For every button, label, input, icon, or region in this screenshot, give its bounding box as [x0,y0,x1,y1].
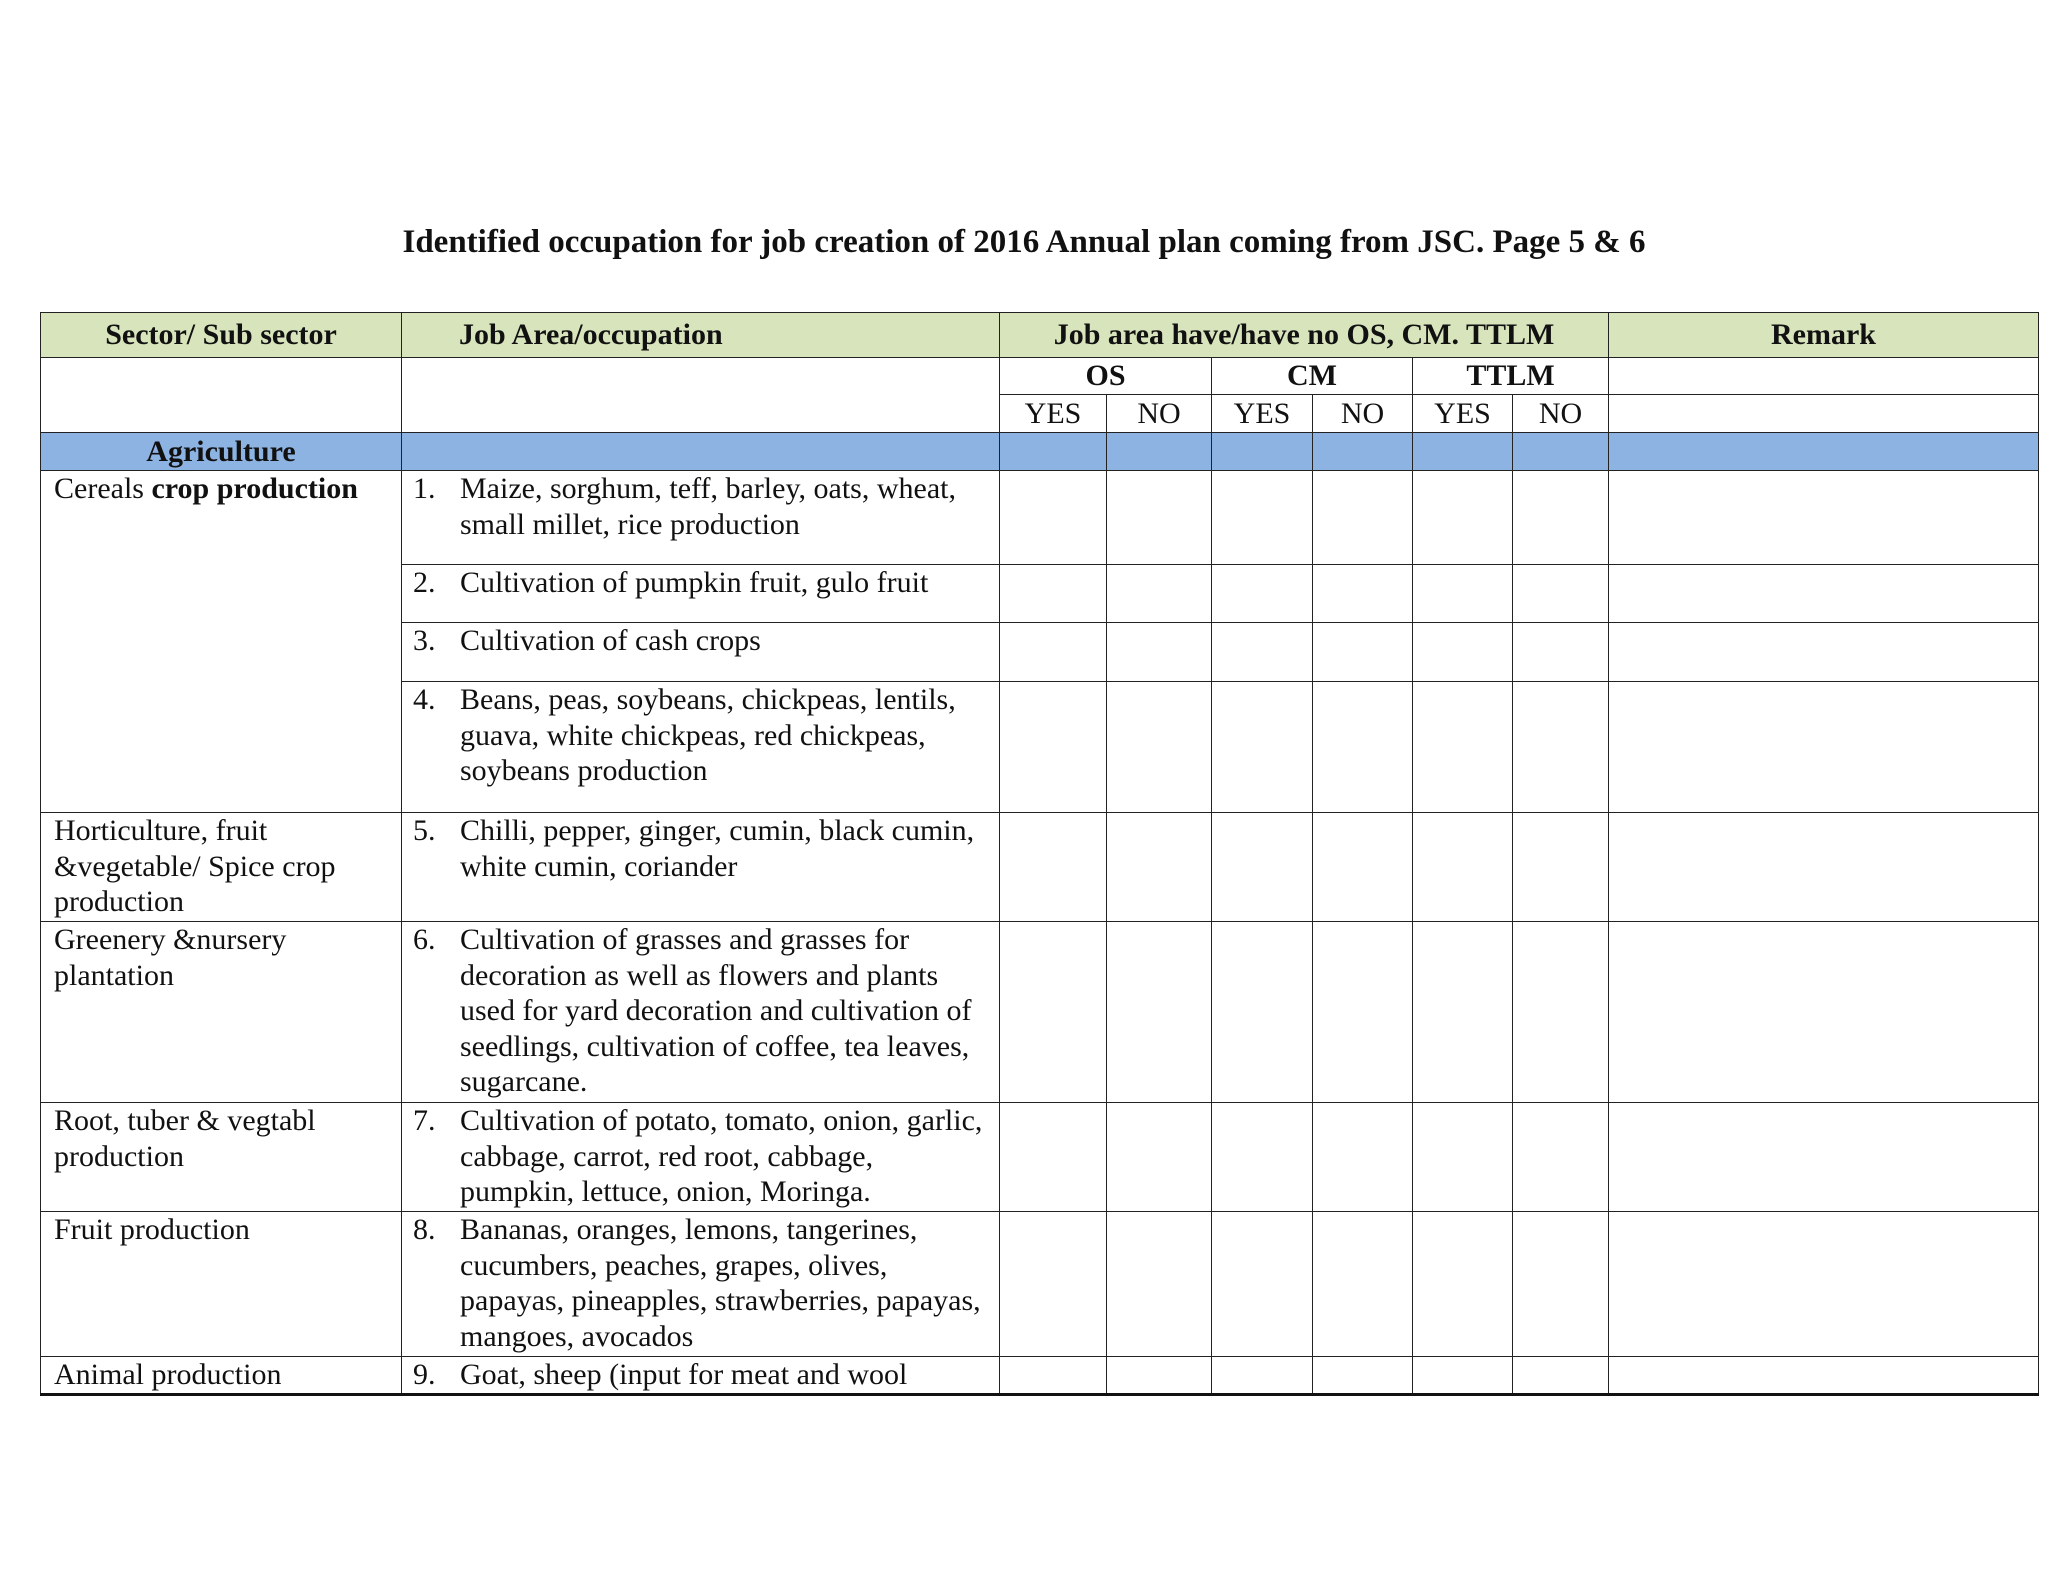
os-no-cell [1107,1212,1212,1357]
job-cell [402,813,1000,922]
header-blank-remark-2 [1609,395,2039,433]
ttlm-yes-header: YES [1413,395,1513,433]
ttlm-yes-cell [1413,682,1513,813]
cm-no-cell [1313,813,1413,922]
ttlm-no-cell [1513,471,1609,565]
job-cell [402,1103,1000,1212]
os-yes-header: YES [1000,395,1107,433]
os-yes-cell [1000,1103,1107,1212]
ttlm-yes-cell [1413,813,1513,922]
cm-yes-cell [1212,565,1313,623]
cm-no-cell [1313,471,1413,565]
job-cell [402,623,1000,682]
job-description: Maize, sorghum, teff, barley, oats, wheat, small millet, rice production [460,472,956,541]
ttlm-yes-cell [1413,922,1513,1103]
remark-cell [1609,813,2039,922]
remark-cell [1609,565,2039,623]
ttlm-no-header: NO [1513,395,1609,433]
header-job-area: Job Area/occupation [402,313,1000,358]
remark-cell [1609,1212,2039,1357]
job-number: 7. [413,1104,436,1137]
job-description: Bananas, oranges, lemons, tangerines, cucumbers, peaches, grapes, olives, papayas, pineapples, strawberries, papayas, mangoes, avocados [460,1213,981,1353]
cm-yes-cell [1212,682,1313,813]
job-number: 4. [413,683,436,716]
cm-no-cell [1313,682,1413,813]
os-no-cell [1107,1103,1212,1212]
job-number: 9. [413,1358,436,1391]
os-no-cell [1107,1357,1212,1395]
job-number: 3. [413,624,436,657]
sector-cell: Horticulture, fruit &vegetable/ Spice crop production [41,813,402,922]
cm-yes-cell [1212,623,1313,682]
remark-cell [1609,682,2039,813]
ttlm-no-cell [1513,1357,1609,1395]
sector-cell-cereals [41,471,402,813]
job-cell [402,922,1000,1103]
header-os: OS [1000,358,1212,395]
job-description: Cultivation of grasses and grasses for decoration as well as flowers and plants used for yard decoration and cultivation of seedlings, cultivation of coffee, tea leaves, sugarcane. [460,923,972,1098]
ttlm-no-cell [1513,565,1609,623]
ttlm-no-cell [1513,682,1609,813]
ttlm-no-cell [1513,1103,1609,1212]
remark-cell [1609,1103,2039,1212]
cm-yes-cell [1212,922,1313,1103]
job-number: 1. [413,472,436,505]
ttlm-yes-cell [1413,565,1513,623]
header-sector: Sector/ Sub sector [41,313,402,358]
cm-no-cell [1313,1357,1413,1395]
ttlm-yes-cell [1413,623,1513,682]
os-yes-cell [1000,471,1107,565]
os-no-cell [1107,922,1212,1103]
os-no-cell [1107,565,1212,623]
job-number: 8. [413,1213,436,1246]
job-cell [402,471,1000,565]
cm-yes-cell [1212,1103,1313,1212]
job-number: 2. [413,566,436,599]
remark-cell [1609,471,2039,565]
job-description: Cultivation of potato, tomato, onion, garlic, cabbage, carrot, red root, cabbage, pumpkin, lettuce, onion, Moringa. [460,1104,983,1208]
header-remark: Remark [1609,313,2039,358]
os-yes-cell [1000,813,1107,922]
sector-cell: Greenery &nursery plantation [41,922,402,1103]
sector-cereals-label: Cereals [54,472,152,505]
header-blank-sector [41,358,402,433]
remark-cell [1609,922,2039,1103]
job-cell [402,1212,1000,1357]
sector-cell: Animal production [41,1357,402,1395]
occupation-table [40,312,2039,1396]
job-description: Cultivation of pumpkin fruit, gulo fruit [460,566,929,599]
page-title: Identified occupation for job creation of 2016 Annual plan coming from JSC. Page 5 & 6 [402,224,1646,260]
ttlm-yes-cell [1413,471,1513,565]
sector-cereals-label-bold: crop production [151,472,358,505]
cm-yes-cell [1212,1357,1313,1395]
ttlm-no-cell [1513,623,1609,682]
os-yes-cell [1000,623,1107,682]
os-no-cell [1107,623,1212,682]
header-cm: CM [1212,358,1413,395]
cm-no-cell [1313,565,1413,623]
os-no-cell [1107,813,1212,922]
cm-no-cell [1313,623,1413,682]
ttlm-no-cell [1513,922,1609,1103]
cm-no-cell [1313,1103,1413,1212]
ttlm-yes-cell [1413,1103,1513,1212]
job-cell [402,565,1000,623]
ttlm-no-cell [1513,1212,1609,1357]
sector-cell: Root, tuber & vegtabl production [41,1103,402,1212]
os-yes-cell [1000,682,1107,813]
job-description: Beans, peas, soybeans, chickpeas, lentils, guava, white chickpeas, red chickpeas, soybeans production [460,683,956,787]
header-blank-remark [1609,358,2039,395]
cm-yes-cell [1212,813,1313,922]
os-yes-cell [1000,565,1107,623]
ttlm-yes-cell [1413,1357,1513,1395]
remark-cell [1609,623,2039,682]
header-ttlm: TTLM [1413,358,1609,395]
header-blank-job [402,358,1000,433]
os-yes-cell [1000,922,1107,1103]
section-agriculture: Agriculture [41,433,402,471]
job-cell [402,1357,1000,1395]
cm-yes-cell [1212,1212,1313,1357]
ttlm-no-cell [1513,813,1609,922]
sector-cell: Fruit production [41,1212,402,1357]
os-no-header: NO [1107,395,1212,433]
job-cell [402,682,1000,813]
job-description: Cultivation of cash crops [460,624,761,657]
cm-no-cell [1313,922,1413,1103]
cm-no-header: NO [1313,395,1413,433]
remark-cell [1609,1357,2039,1395]
job-number: 6. [413,923,436,956]
cm-yes-cell [1212,471,1313,565]
os-yes-cell [1000,1212,1107,1357]
os-no-cell [1107,682,1212,813]
cm-yes-header: YES [1212,395,1313,433]
job-description: Chilli, pepper, ginger, cumin, black cumin, white cumin, coriander [460,814,975,883]
os-no-cell [1107,471,1212,565]
header-job-area-have: Job area have/have no OS, CM. TTLM [1000,313,1609,358]
job-description: Goat, sheep (input for meat and wool [460,1358,908,1391]
cm-no-cell [1313,1212,1413,1357]
ttlm-yes-cell [1413,1212,1513,1357]
job-number: 5. [413,814,436,847]
os-yes-cell [1000,1357,1107,1395]
